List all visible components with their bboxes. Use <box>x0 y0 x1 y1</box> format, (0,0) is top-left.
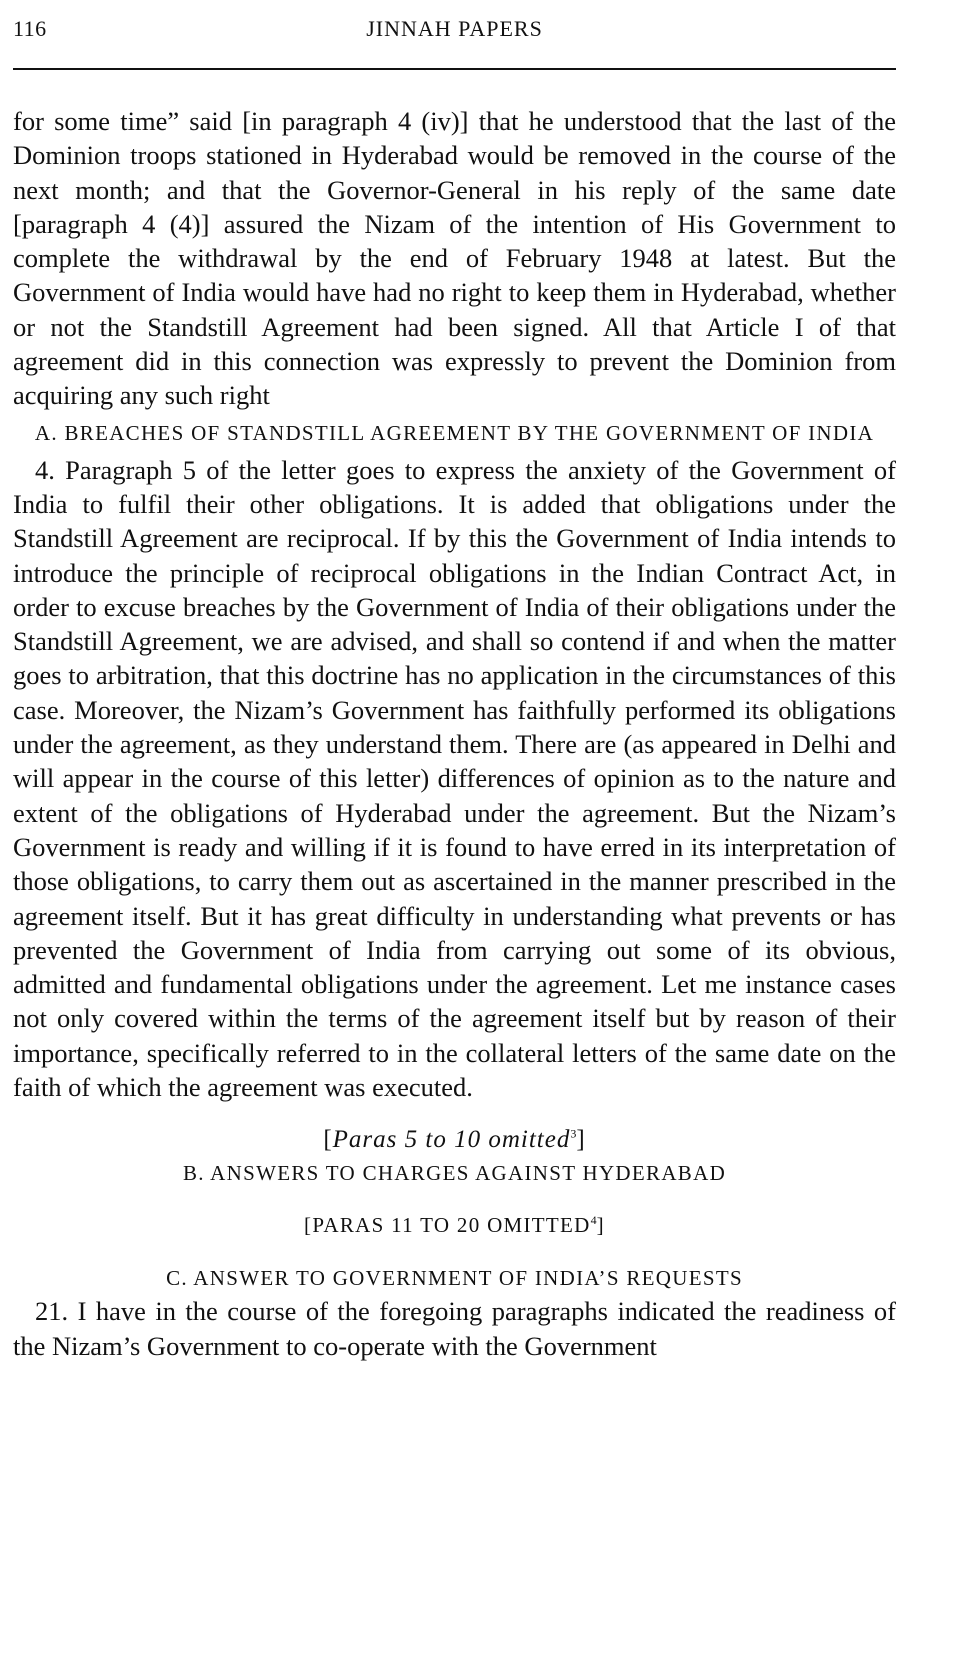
page-number: 116 <box>13 16 47 41</box>
section-heading-b: B. ANSWERS TO CHARGES AGAINST HYDERABAD <box>182 1161 727 1186</box>
omitted-paras-11-20: [PARAS 11 TO 20 OMITTED$^4$] <box>304 1213 605 1238</box>
running-title: JINNAH PAPERS <box>366 16 543 41</box>
omitted-paras-5-10: [Paras 5 to 10 omitted$^3$] <box>323 1126 586 1154</box>
section-heading-a: A. BREACHES OF STANDSTILL AGREEMENT BY THE GOVERNMENT OF INDIA <box>34 420 875 445</box>
omitted-paras-5-10-text: Paras 5 to 10 omitted <box>332 1126 571 1154</box>
omitted-paras-11-20-text: PARAS 11 TO 20 OMITTED <box>312 1213 591 1238</box>
paragraph-21: 21. I have in the course of the foregoing paragraphs indicated the readiness of the Nizam’s Government to co-operate with the Government <box>13 1296 896 1361</box>
paragraph-4: 4. Paragraph 5 of the letter goes to express the anxiety of the Government of India to fulfil their other obligations. It is added that obligations under the Standstill Agreement are reciprocal. If by this the Government of India intends to introduce the principle of reciprocal obligations in the Indian Contract Act, in order to excuse breaches by the Government of India of their obligations under the Standstill Agreement, we are advised, and shall so contend if and when the matter goes to arbitration, that this doctrine has no application in the circumstances of this case. Moreover, the Nizam’s Government has faithfully performed its obligations under the agreement, as they understand them. There are (as appeared in Delhi and will appear in the course of this letter) differences of opinion as to the nature and extent of the obligations of Hyderabad under the agreement. But the Nizam’s Government is ready and willing if it is found to have erred in its interpretation of those obligations, to carry them out as ascertained in the manner prescribed in the agreement itself. But it has great difficulty in understanding what prevents or has prevented the Government of India from carrying out some of its obvious, admitted and fundamental obligations under the agreement. Let me instance cases not only covered within the terms of the agreement itself but by reason of their importance, specifically referred to in the collateral letters of the same date on the faith of which the agreement was executed. <box>13 454 896 1103</box>
footnote-ref-4: 4 <box>590 1213 597 1228</box>
paragraph-continuation: for some time” said [in paragraph 4 (iv)] that he understood that the last of the Dominion troops stationed in Hyderabad would be removed in the course of the next month; and that the Governor-General in his reply of the same date [paragraph 4 (4)] assured the Nizam of the intention of His Government to complete the withdrawal by the end of February 1948 at latest. But the Government of India would have had no right to keep them in Hyderabad, whether or not the Standstill Agreement had been signed. All that Article I of that agreement did in this connection was expressly to prevent the Dominion from acquiring any such right <box>13 106 896 411</box>
section-heading-c: C. ANSWER TO GOVERNMENT OF INDIA’S REQUESTS <box>166 1266 743 1291</box>
running-header <box>13 16 896 50</box>
header-rule <box>13 68 896 70</box>
body-text <box>13 104 896 1363</box>
footnote-ref-3: 3 <box>570 1126 577 1141</box>
